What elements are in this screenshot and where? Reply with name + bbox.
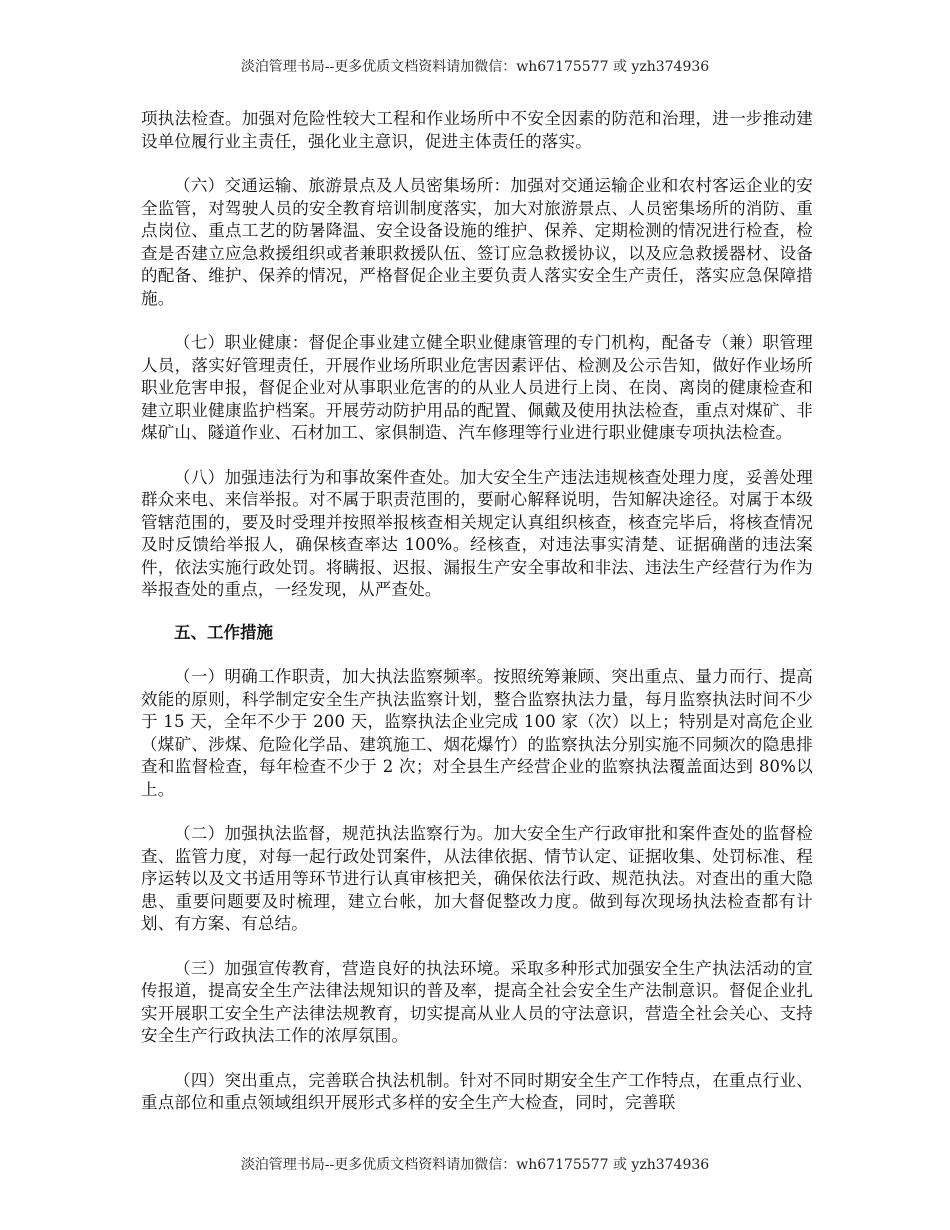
paragraph-item-8: （八）加强违法行为和事故案件查处。加大安全生产违法违规核查处理力度，妥善处理群众来电、来信举报。对不属于职责范围的，要耐心解释说明，告知解决途径。对属于本级管辖范围的，要及时受理并按照举报核查相关规定认真组织核查，核查完毕后，将核查情况及时反馈给举报人，确保核查率达 100%。经核查，对违法事实清楚、证据确凿的违法案件，依法实施行政处罚。将瞒报、迟报、漏报生产安全事故和非法、违法生产经营行为作为举报查处的重点，一经发现，从严查处。 [141, 467, 813, 599]
paragraph-item-6: （六）交通运输、旅游景点及人员密集场所：加强对交通运输企业和农村客运企业的安全监管，对驾驶人员的安全教育培训制度落实，加大对旅游景点、人员密集场所的消防、重点岗位、重点工艺的防暑降温、安全设备设施的维护、保养、定期检测的情况进行检查，检查是否建立应急救援组织或者兼职救援队伍、签订应急救援协议，以及应急救援器材、设备的配备、维护、保养的情况，严格督促企业主要负责人落实安全生产责任，落实应急保障措施。 [141, 176, 813, 308]
page-header: 淡泊管理书局--更多优质文档资料请加微信：wh67175577 或 yzh374936 [240, 59, 710, 75]
document-body [141, 108, 813, 1115]
paragraph-measure-4: （四）突出重点，完善联合执法机制。针对不同时期安全生产工作特点，在重点行业、重点部位和重点领域组织开展形式多样的安全生产大检查，同时，完善联 [141, 1070, 813, 1112]
paragraph-measure-1: （一）明确工作职责，加大执法监察频率。按照统筹兼顾、突出重点、量力而行、提高效能的原则，科学制定安全生产执法监察计划，整合监察执法力量，每月监察执法时间不少于 15 天，全年不少于 200 天，监察执法企业完成 100 家（次）以上；特别是对高危企业（煤矿、涉煤、危险化学品、建筑施工、烟花爆竹）的监察执法分别实施不同频次的隐患排查和监督检查，每年检查不少于 2 次；对全县生产经营企业的监察执法覆盖面达到 80%以上。 [141, 667, 813, 799]
paragraph-item-7: （七）职业健康：督促企事业建立健全职业健康管理的专门机构，配备专（兼）职管理人员，落实好管理责任，开展作业场所职业危害因素评估、检测及公示告知，做好作业场所职业危害申报，督促企业对从事职业危害的的从业人员进行上岗、在岗、离岗的健康检查和建立职业健康监护档案。开展劳动防护用品的配置、佩戴及使用执法检查，重点对煤矿、非煤矿山、隧道作业、石材加工、家俱制造、汽车修理等行业进行职业健康专项执法检查。 [141, 333, 813, 442]
section-heading-measures: 五、工作措施 [174, 622, 273, 642]
paragraph-measure-3: （三）加强宣传教育，营造良好的执法环境。采取多种形式加强安全生产执法活动的宣传报道，提高安全生产法律法规知识的普及率，提高全社会安全生产法制意识。督促企业扎实开展职工安全生产法律法规教育，切实提高从业人员的守法意识，营造全社会关心、支持安全生产行政执法工作的浓厚氛围。 [141, 958, 813, 1045]
page-footer: 淡泊管理书局--更多优质文档资料请加微信：wh67175577 或 yzh374936 [240, 1157, 710, 1173]
paragraph-measure-2: （二）加强执法监督，规范执法监察行为。加大安全生产行政审批和案件查处的监督检查、监管力度，对每一起行政处罚案件，从法律依据、情节认定、证据收集、处罚标准、程序运转以及文书适用等环节进行认真审核把关，确保依法行政、规范执法。对查出的重大隐患、重要问题要及时梳理，建立台帐，加大督促整改力度。做到每次现场执法检查都有计划、有方案、有总结。 [141, 824, 813, 933]
paragraph-continued: 项执法检查。加强对危险性较大工程和作业场所中不安全因素的防范和治理，进一步推动建设单位履行业主责任，强化业主意识，促进主体责任的落实。 [141, 109, 813, 151]
